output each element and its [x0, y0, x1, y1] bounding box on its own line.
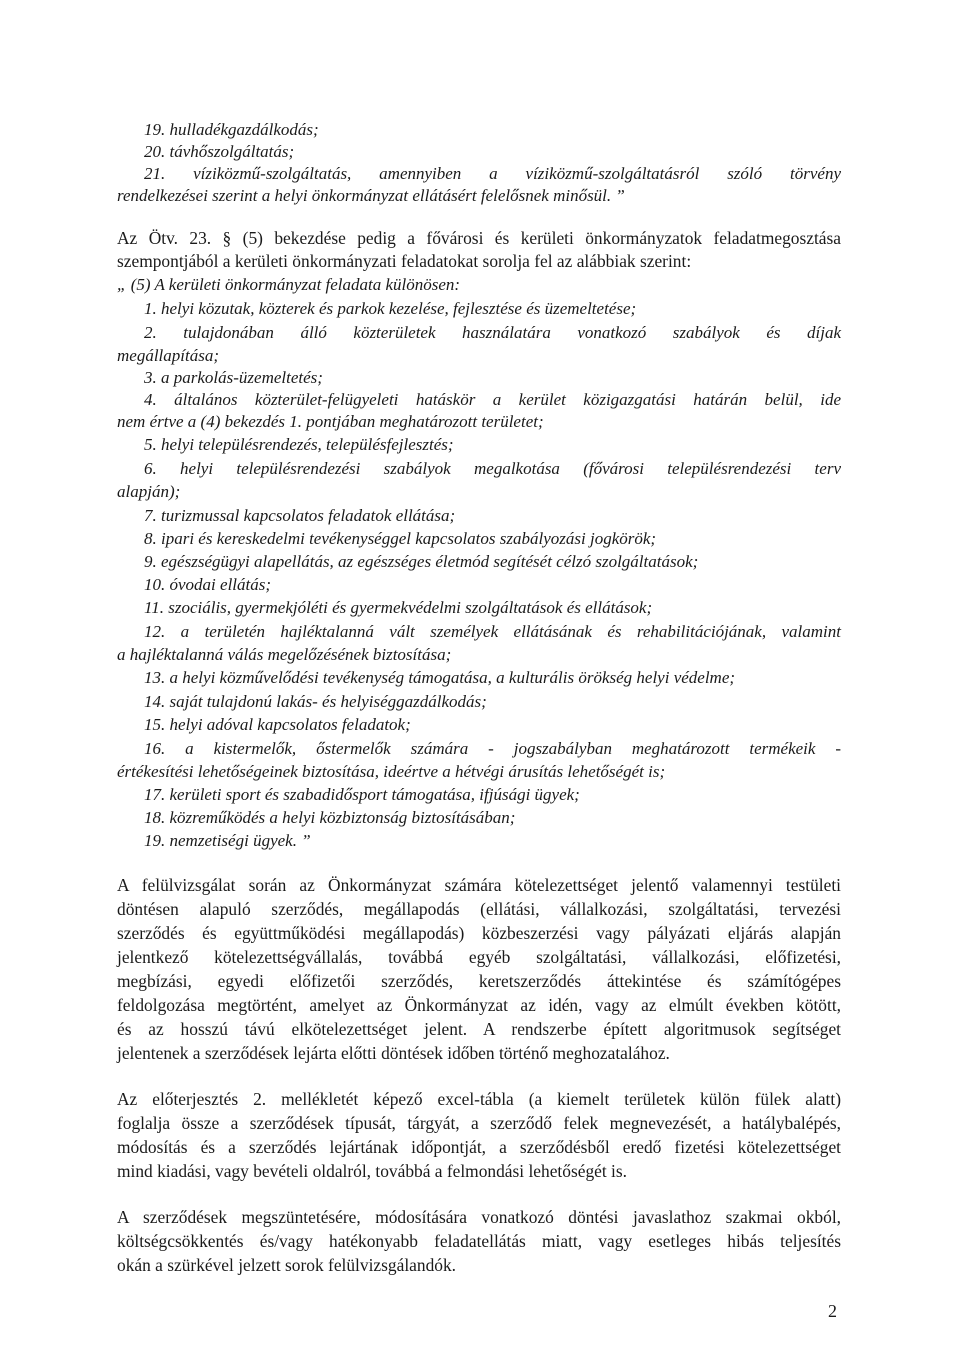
- task-item-cont: megállapítása;: [117, 346, 219, 365]
- review-paragraph-line: megbízási, egyedi előfizetői szerződés, keretszerződés áttekintése és számítógépes: [117, 971, 841, 991]
- task-item: 10. óvodai ellátás;: [144, 575, 272, 594]
- task-item: 19. nemzetiségi ügyek. ”: [144, 831, 311, 850]
- task-item: 8. ipari és kereskedelmi tevékenységgel kapcsolatos szabályozási jogkörök;: [144, 529, 657, 548]
- task-item: 9. egészségügyi alapellátás, az egészséges életmód segítését célzó szolgáltatások;: [144, 552, 699, 571]
- termination-paragraph-line: A szerződések megszüntetésére, módosítására vonatkozó döntési javaslathoz szakmai okból,: [117, 1207, 841, 1227]
- review-paragraph-line: jelentkező kötelezettségvállalás, továbbá egyéb szolgáltatási, vállalkozási, előfizetési,: [117, 947, 841, 967]
- termination-paragraph-line: okán a szürkével jelzett sorok felülvizsgálandók.: [117, 1255, 456, 1275]
- task-item: 15. helyi adóval kapcsolatos feladatok;: [144, 715, 411, 734]
- task-item: 7. turizmussal kapcsolatos feladatok ellátása;: [144, 506, 456, 525]
- list-item-21-cont: rendelkezései szerint a helyi önkormányzat ellátásért felelősnek minősül. ”: [117, 186, 625, 205]
- task-item: 11. szociális, gyermekjóléti és gyermekvédelmi szolgáltatások és ellátások;: [144, 598, 653, 617]
- quote-heading: „ (5) A kerületi önkormányzat feladata különösen:: [117, 275, 461, 294]
- annex-paragraph-line: módosítás és a szerződés lejártának időpontját, a szerződésből eredő fizetési kötelezettséget: [117, 1137, 841, 1157]
- list-item-19: 19. hulladékgazdálkodás;: [144, 120, 319, 139]
- list-item-21: 21. víziközmű-szolgáltatás, amennyiben a víziközmű-szolgáltatásról szóló törvény: [144, 164, 841, 183]
- termination-paragraph-line: költségcsökkentés és/vagy hatékonyabb feladatellátás miatt, vagy esetleges hibás teljesítés: [117, 1231, 841, 1251]
- list-item-20: 20. távhőszolgáltatás;: [144, 142, 295, 161]
- task-item: 14. saját tulajdonú lakás- és helyiséggazdálkodás;: [144, 692, 487, 711]
- task-item: 1. helyi közutak, közterek és parkok kezelése, fejlesztése és üzemeltetése;: [144, 299, 637, 318]
- task-item: 3. a parkolás-üzemeltetés;: [144, 368, 323, 387]
- task-item: 17. kerületi sport és szabadidősport támogatása, ifjúsági ügyek;: [144, 785, 580, 804]
- review-paragraph-line: A felülvizsgálat során az Önkormányzat számára kötelezettséget jelentő valamennyi testületi: [117, 875, 841, 895]
- review-paragraph-line: feldolgozása megtörtént, amelyet az Önkormányzat az idén, vagy az elmúlt években kötött,: [117, 995, 841, 1015]
- task-item-cont: a hajléktalanná válás megelőzésének biztosítása;: [117, 645, 452, 664]
- task-item: 18. közreműködés a helyi közbiztonság biztosításában;: [144, 808, 516, 827]
- task-item: 13. a helyi közművelődési tevékenység támogatása, a kulturális örökség helyi védelme;: [144, 668, 736, 687]
- task-item-cont: alapján);: [117, 482, 181, 501]
- task-item: 4. általános közterület-felügyeleti hatáskör a kerület közigazgatási határán belül, ide: [144, 390, 841, 409]
- task-item-cont: értékesítési lehetőségeinek biztosítása, ideértve a hétvégi árusítás lehetőségét is;: [117, 762, 666, 781]
- annex-paragraph-line: mind kiadási, vagy bevételi oldalról, továbbá a felmondási lehetőségét is.: [117, 1161, 627, 1181]
- otv-intro-line: Az Ötv. 23. § (5) bekezdése pedig a fővárosi és kerületi önkormányzatok feladatmegosztása: [117, 228, 841, 248]
- annex-paragraph-line: Az előterjesztés 2. mellékletét képező excel-tábla (a kiemelt területek külön fülek alatt): [117, 1089, 841, 1109]
- annex-paragraph-line: foglalja össze a szerződések típusát, tárgyát, a szerződő felek megnevezését, a hatálybalépés,: [117, 1113, 841, 1133]
- task-item: 16. a kistermelők, őstermelők számára - jogszabályban meghatározott termékeik -: [144, 739, 841, 758]
- task-item: 2. tulajdonában álló közterületek használatára vonatkozó szabályok és díjak: [144, 323, 841, 342]
- review-paragraph-line: jelentenek a szerződések lejárta előtti döntések időben történő meghozatalához.: [117, 1043, 670, 1063]
- task-item: 12. a területén hajléktalanná vált személyek ellátásának és rehabilitációjának, valamint: [144, 622, 841, 641]
- review-paragraph-line: és az hosszú távú elkötelezettséget jelent. A rendszerbe épített algoritmusok segítséget: [117, 1019, 841, 1039]
- otv-intro-line: szempontjából a kerületi önkormányzati feladatokat sorolja fel az alábbiak szerint:: [117, 251, 692, 271]
- task-item: 5. helyi településrendezés, településfejlesztés;: [144, 435, 454, 454]
- review-paragraph-line: döntésen alapuló szerződés, megállapodás (ellátási, vállalkozási, szolgáltatási, tervezési: [117, 899, 841, 919]
- task-item: 6. helyi településrendezési szabályok megalkotása (fővárosi településrendezési terv: [144, 459, 841, 478]
- page-number: 2: [828, 1301, 837, 1321]
- review-paragraph-line: szerződés és együttműködési megállapodás) közbeszerzési vagy pályázati eljárás alapján: [117, 923, 841, 943]
- task-item-cont: nem értve a (4) bekezdés 1. pontjában meghatározott területet;: [117, 412, 544, 431]
